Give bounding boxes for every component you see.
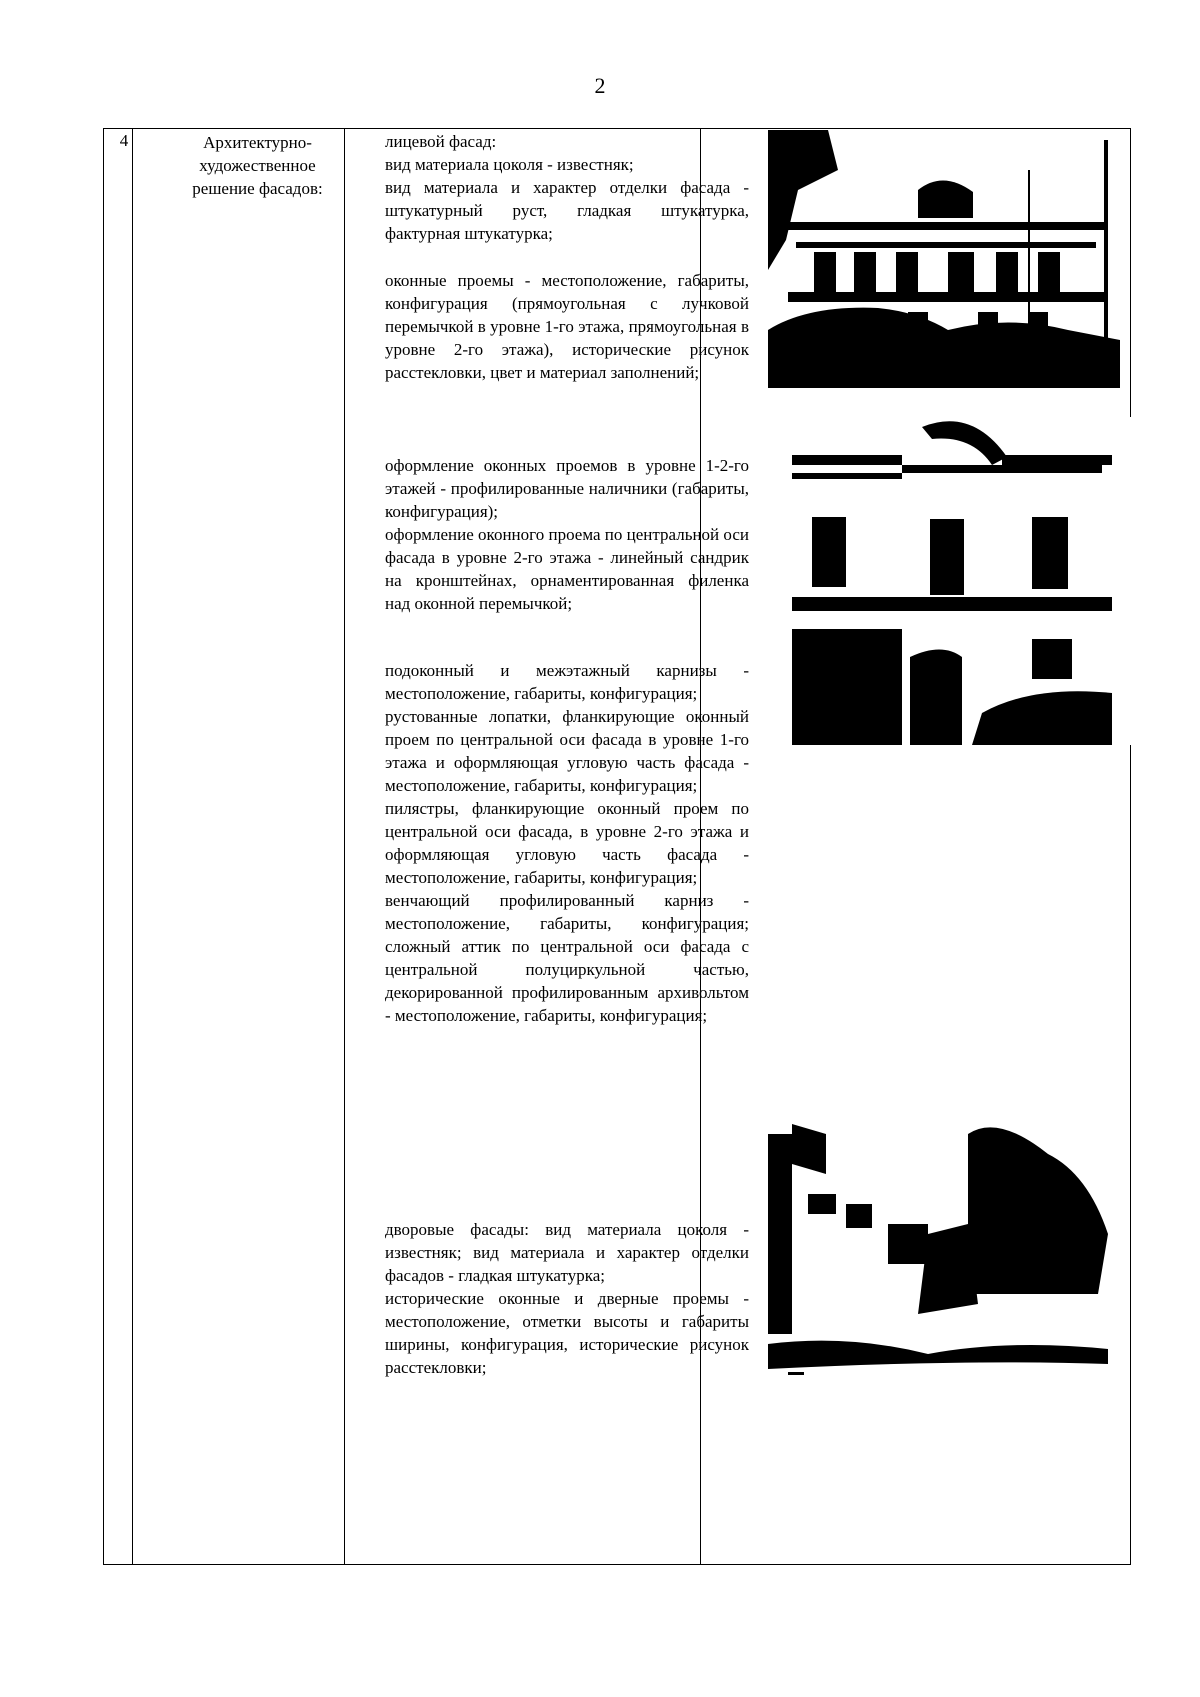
description-block-cornices xyxy=(385,659,749,1027)
row-title xyxy=(143,131,372,200)
description-block-courtyard-facades xyxy=(385,1218,749,1379)
description-text: подоконный и межэтажный карнизы - местоположение, габариты, конфигурация; рустованные лопатки, фланкирующие оконный проем по центральной оси фасада в уровне 1-го этажа и оформляющая угловую часть фасада - местоположение, габариты, конфигурация; пилястры, фланкирующие оконный проем по центральной оси фасада, в уровне 2-го этажа и оформляющая угловую часть фасада - местоположение, габариты, конфигурация; венчающий профилированный карниз - местоположение, габариты, конфигурация; сложный аттик по центральной оси фасада с центральной полуциркульной частью, декорированной профилированным архивольтом - местоположение, габариты, конфигурация; xyxy=(385,661,749,1025)
attributes-table xyxy=(103,128,1131,1565)
row-number: 4 xyxy=(119,131,129,150)
description-block-window-openings xyxy=(385,269,749,384)
description-text: дворовые фасады: вид материала цоколя - известняк; вид материала и характер отделки фасадов - гладкая штукатурка; исторические оконные и дверные проемы - местоположение, отметки высоты и габариты ширины, конфигурация, исторические рисунок расстекловки; xyxy=(385,1220,749,1377)
description-text: лицевой фасад: вид материала цоколя - известняк; вид материала и характер отделки фасада - штукатурный руст, гладкая штукатурка, фактурная штукатурка; xyxy=(385,132,749,243)
facade-photo-central-bay xyxy=(792,417,1144,745)
row-title-text: Архитектурно- художественное решение фасадов: xyxy=(192,133,323,198)
column-divider xyxy=(132,129,133,1564)
column-divider xyxy=(344,129,345,1564)
description-block-main-facade xyxy=(385,130,749,245)
description-text: оформление оконных проемов в уровне 1-2-го этажей - профилированные наличники (габариты, конфигурация); оформление оконного проема по центральной оси фасада в уровне 2-го этажа - линейный сандрик на кронштейнах, орнаментированная филенка над оконной перемычкой; xyxy=(385,456,749,613)
facade-photo-courtyard xyxy=(768,1114,1120,1386)
page-number: 2 xyxy=(594,73,606,98)
facade-photo-main xyxy=(768,130,1120,388)
description-block-window-decor xyxy=(385,454,749,615)
description-text: оконные проемы - местоположение, габариты, конфигурация (прямоугольная с лучковой перемычкой в уровне 1-го этажа, прямоугольная в уровне 2-го этажа), исторические рисунок расстекловки, цвет и материал заполнений; xyxy=(385,271,749,382)
